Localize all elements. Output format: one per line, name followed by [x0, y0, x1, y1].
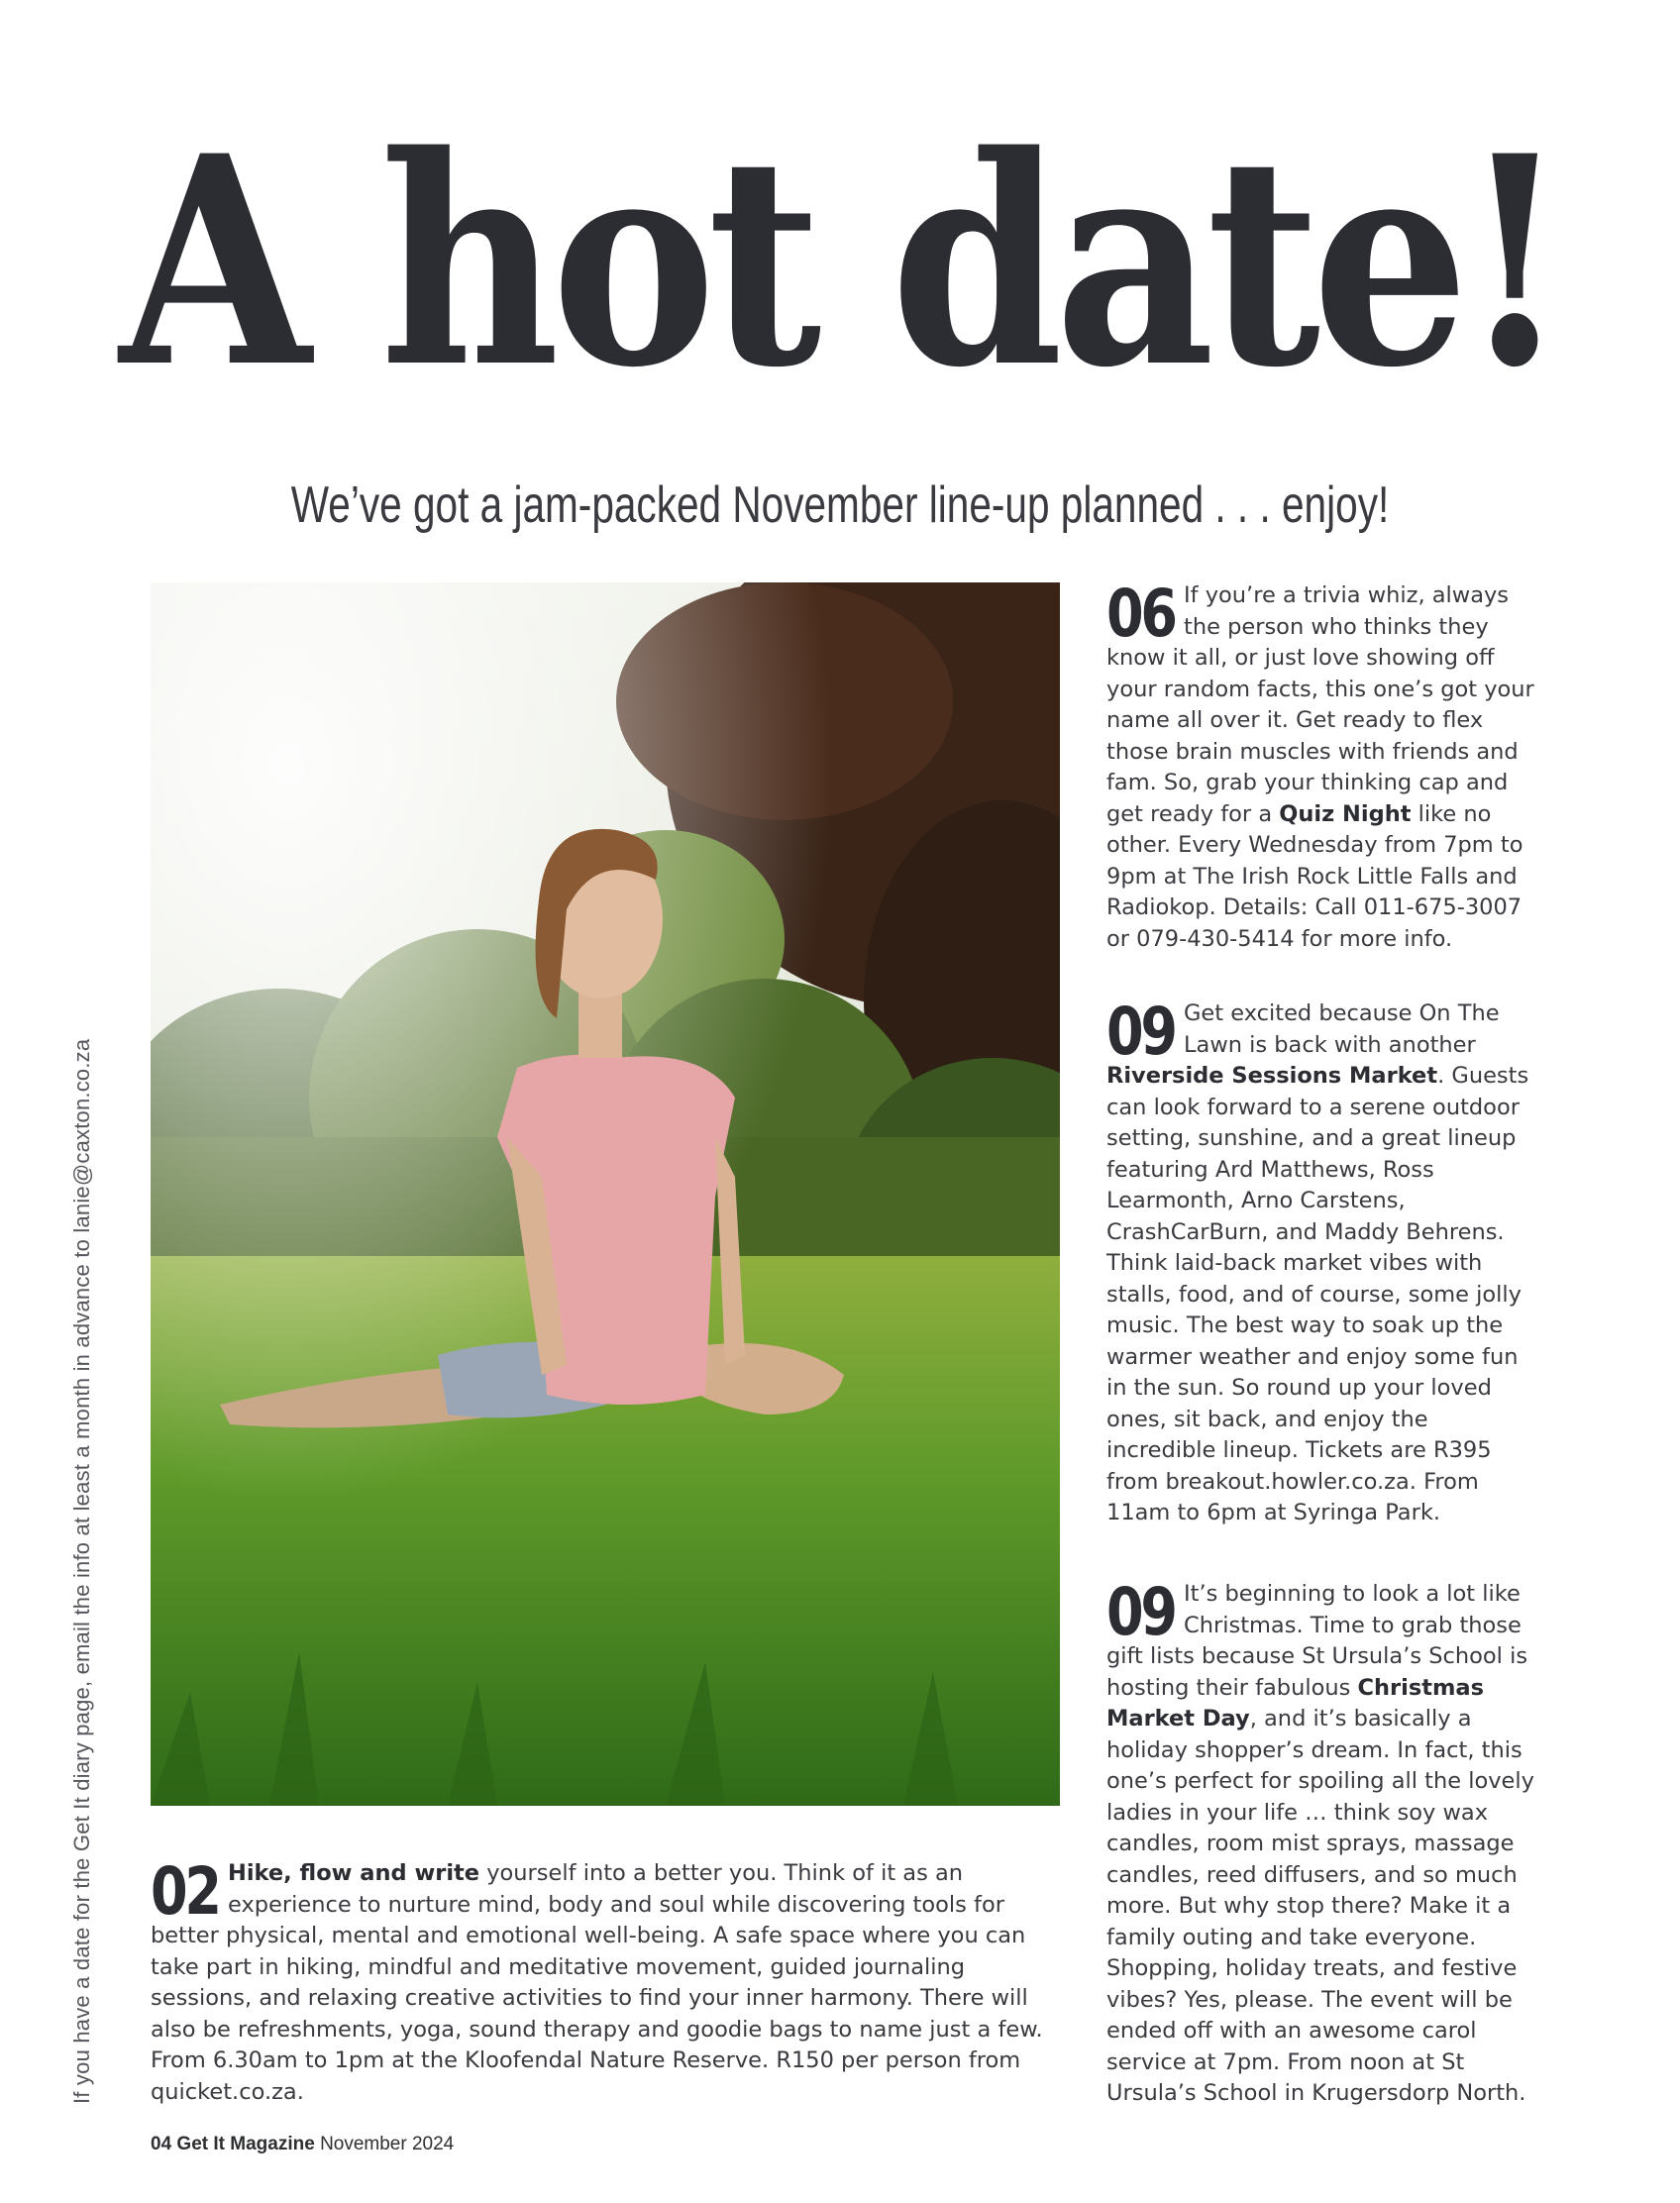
- entry-text: If you’re a trivia whiz, always the person who thinks they know it all, or just love showing off your random facts, this one’s got your name all over it. Get ready to flex those brain muscles with friends and fam. So, grab your thinking cap and get ready for a: [1106, 582, 1534, 827]
- diary-entry: [1106, 576, 1542, 955]
- entry-text: like no other. Every Wednesday from 7pm to 9pm at The Irish Rock Little Falls and Radiokop. Details: Call 011-675-3007 or 079-430-5414 for more info.: [1106, 800, 1523, 952]
- feature-photo: [151, 582, 1060, 1806]
- entry-highlight: Quiz Night: [1279, 800, 1412, 827]
- entry-text: , and it’s basically a holiday shopper’s dream. In fact, this one’s perfect for spoiling all the lovely ladies in your life … think soy wax candles, room mist sprays, massage candles, reed diffusers, and so much more. But why stop there? Make it a family outing and take everyone. Shopping, holiday treats, and festive vibes? Yes, please. The event will be ended off with an awesome carol service at 7pm. From noon at St Ursula’s School in Krugersdorp North.: [1106, 1706, 1534, 2106]
- yoga-woman-in-park-photo: [151, 582, 1060, 1806]
- diary-entry: [151, 1853, 1060, 2108]
- diary-entry: [1106, 1574, 1542, 2110]
- side-credit: If you have a date for the Get It diary page, email the info at least a month in advance to lanie@caxton.co.za: [69, 1038, 94, 2104]
- entry-text: Get excited because On The Lawn is back with another: [1184, 1000, 1500, 1058]
- entry-text: . Guests can look forward to a serene outdoor setting, sunshine, and a great lineup featuring Ard Matthews, Ross Learmonth, Arno Carstens, CrashCarBurn, and Maddy Behrens. Think laid-back market vibes with stalls, food, and of course, some jolly music. The best way to soak up the warmer weather and enjoy some fun in the sun. So round up your loved ones, sit back, and enjoy the incredible lineup. Tickets are R395 from breakout.howler.co.za. From 11am to 6pm at Syringa Park.: [1106, 1063, 1529, 1525]
- entry-highlight: Hike, flow and write: [228, 1860, 480, 1886]
- entry-number: 06: [1106, 576, 1175, 652]
- headline: A hot date!: [119, 94, 1561, 431]
- entry-number: 09: [1106, 994, 1175, 1070]
- diary-entry: [1106, 994, 1542, 1529]
- entry-number: 09: [1106, 1574, 1175, 1650]
- page-footer: [151, 2134, 454, 2155]
- entry-text: yourself into a better you. Think of it as an experience to nurture mind, body and soul while discovering tools for better physical, mental and emotional well-being. A safe space where you can take part in hiking, mindful and meditative movement, guided journaling sessions, and relaxing creative activities to find your inner harmony. There will also be refreshments, yoga, sound therapy and goodie bags to name just a few. From 6.30am to 1pm at the Kloofendal Nature Reserve. R150 per person from quicket.co.za.: [151, 1860, 1043, 2105]
- magazine-name: Get It Magazine: [176, 2134, 315, 2154]
- entry-highlight: Christmas Market Day: [1106, 1674, 1485, 1731]
- issue-date: November 2024: [320, 2134, 455, 2154]
- entry-text: It’s beginning to look a lot like Christmas. Time to grab those gift lists because St Ursula’s School is hosting their fabulous: [1106, 1581, 1528, 1701]
- entry-highlight: Riverside Sessions Market: [1106, 1063, 1438, 1089]
- page-number: 04: [151, 2134, 172, 2154]
- entry-number: 02: [151, 1853, 219, 1930]
- subheadline: We’ve got a jam-packed November line-up planned . . . enjoy!: [290, 476, 1390, 534]
